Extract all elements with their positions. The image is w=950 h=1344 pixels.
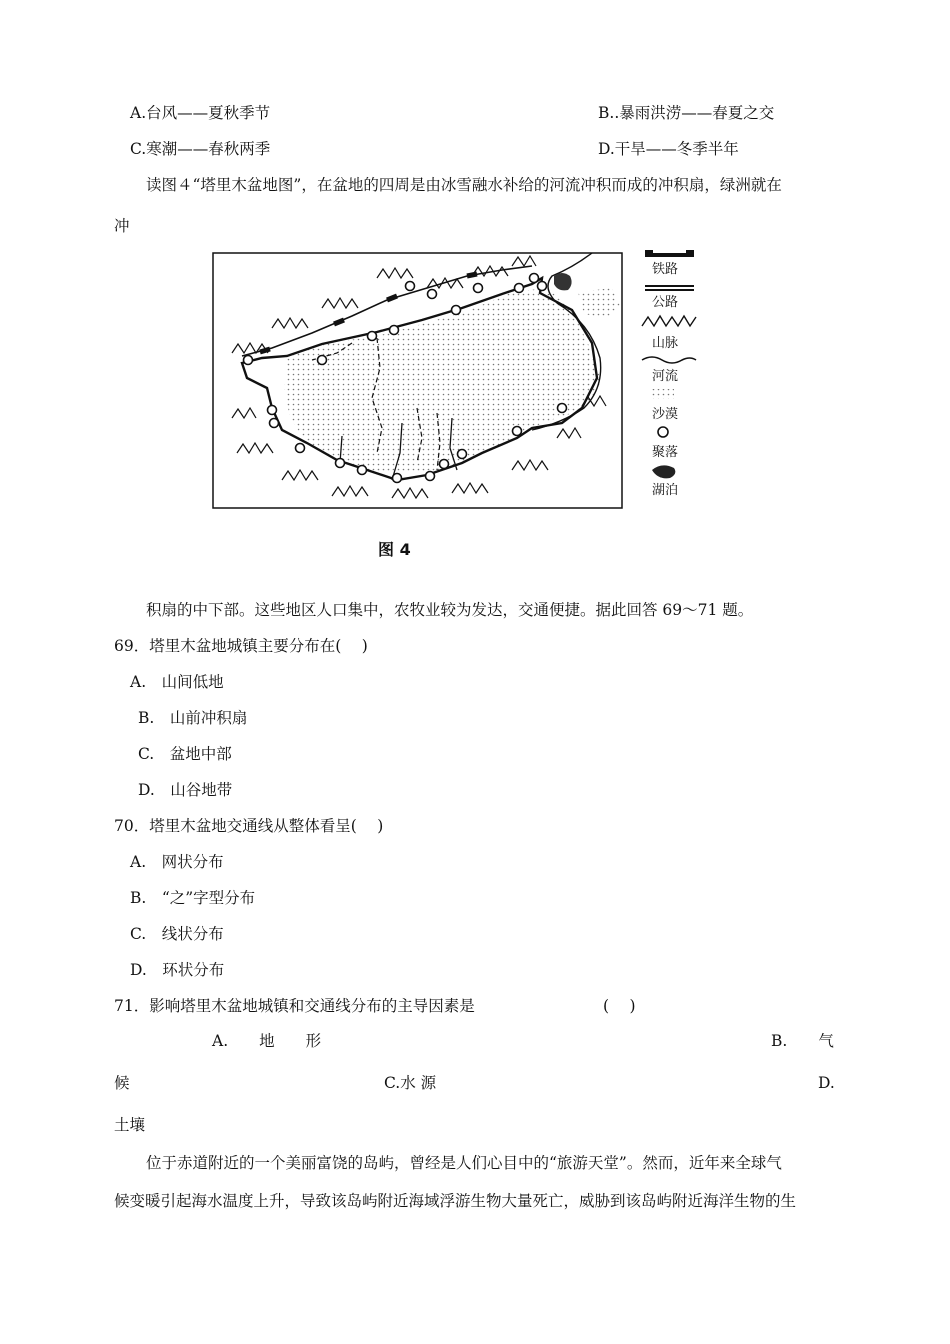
q71-option-c: C.水 源 bbox=[384, 1074, 437, 1092]
legend-mountain-label: 山脉 bbox=[652, 336, 679, 351]
q69-option-d: D. 山谷地带 bbox=[138, 781, 233, 799]
q68-option-c: C.寒潮——春秋两季 bbox=[130, 140, 271, 158]
passage-line-1: 位于赤道附近的一个美丽富饶的岛屿，曾经是人们心目中的“旅游天堂”。然而，近年来全球气 bbox=[146, 1154, 782, 1172]
map-legend bbox=[642, 252, 696, 498]
intro-line-2: 冲 bbox=[114, 217, 130, 235]
intro-line-1: 读图４“塔里木盆地图”，在盆地的四周是由冰雪融水补给的河流冲积而成的冲积扇，绿洲就在 bbox=[146, 176, 782, 194]
q69-option-b: B. 山前冲积扇 bbox=[138, 709, 248, 727]
legend-highway-icon bbox=[645, 286, 694, 290]
q70-option-d: D. 环状分布 bbox=[130, 961, 225, 979]
q70-option-c: C. 线状分布 bbox=[130, 925, 224, 943]
q71-option-d-cont: 土壤 bbox=[114, 1116, 146, 1134]
legend-highway-label: 公路 bbox=[652, 295, 679, 310]
q69-option-a: A. 山间低地 bbox=[130, 673, 224, 691]
q70-option-a: A. 网状分布 bbox=[130, 853, 224, 871]
q70-option-b: B. “之”字型分布 bbox=[130, 889, 256, 907]
figure-caption: 图 4 bbox=[378, 540, 411, 559]
legend-desert-label: 沙漠 bbox=[652, 407, 679, 422]
q69-option-c: C. 盆地中部 bbox=[138, 745, 232, 763]
legend-settlement-label: 聚落 bbox=[652, 445, 679, 460]
q71-option-b: B. 气 bbox=[771, 1032, 834, 1050]
q71-answer-paren: ( ) bbox=[603, 997, 636, 1015]
legend-lake-label: 湖泊 bbox=[652, 483, 679, 498]
tarim-basin-map bbox=[212, 248, 702, 518]
q69-stem: 69．塔里木盆地城镇主要分布在( ) bbox=[114, 637, 368, 655]
legend-lake-icon bbox=[652, 465, 675, 478]
q70-stem: 70．塔里木盆地交通线从整体看呈( ) bbox=[114, 817, 384, 835]
legend-settlement-icon bbox=[658, 427, 668, 437]
legend-desert-icon bbox=[652, 389, 674, 399]
legend-river-icon bbox=[642, 357, 696, 363]
q68-option-d: D.干旱——冬季半年 bbox=[598, 140, 739, 158]
q71-option-b-cont: 候 bbox=[114, 1074, 130, 1092]
q68-option-b: B..暴雨洪涝——春夏之交 bbox=[598, 104, 775, 122]
q71-option-d: D. bbox=[818, 1074, 835, 1092]
intro-line-3: 积扇的中下部。这些地区人口集中，农牧业较为发达，交通便捷。据此回答 69～71 题。 bbox=[146, 601, 754, 619]
passage-line-2: 候变暖引起海水温度上升，导致该岛屿附近海域浮游生物大量死亡，威胁到该岛屿附近海洋生物的生 bbox=[114, 1192, 797, 1210]
q71-option-a: A. 地 形 bbox=[212, 1032, 322, 1050]
legend-river-label: 河流 bbox=[652, 369, 679, 384]
q71-stem: 71．影响塔里木盆地城镇和交通线分布的主导因素是 bbox=[114, 997, 475, 1015]
q68-option-a: A.台风——夏秋季节 bbox=[130, 104, 271, 122]
legend-railway-icon bbox=[645, 252, 694, 255]
legend-mountain-icon bbox=[642, 316, 696, 326]
legend-railway-label: 铁路 bbox=[652, 262, 679, 277]
